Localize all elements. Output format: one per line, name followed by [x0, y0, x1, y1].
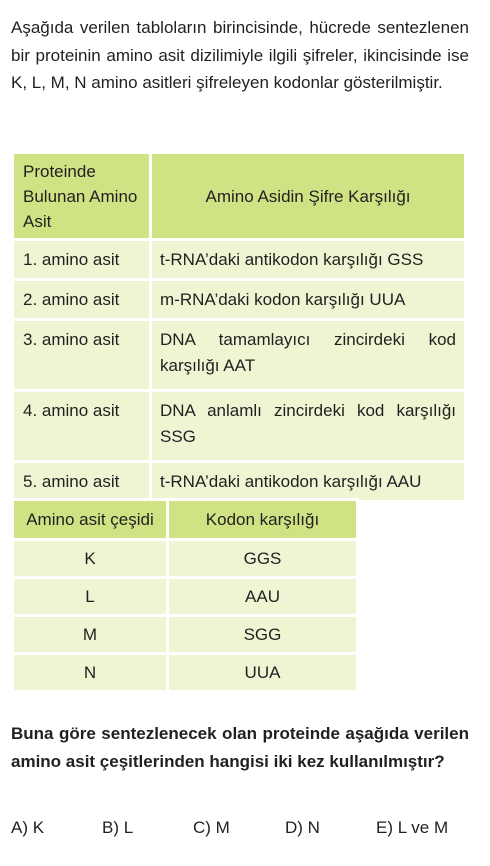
code-cell: t-RNA’daki antikodon karşılığı GSS — [151, 240, 466, 280]
amino-cell: M — [13, 616, 168, 654]
question-text: Buna göre sentezlenecek olan proteinde aşağıda verilen amino asit çeşitlerinden hangisi iki kez kullanılmıştır? — [11, 724, 469, 771]
table-row — [13, 320, 466, 391]
header-amino-acid: Proteinde Bulunan Amino Asit — [13, 153, 151, 240]
protein-code-table — [11, 151, 467, 503]
table-row — [13, 654, 358, 692]
amino-cell: L — [13, 578, 168, 616]
codon-cell: GGS — [168, 540, 358, 578]
amino-cell: 1. amino asit — [13, 240, 151, 280]
header-codon: Kodon karşılığı — [168, 500, 358, 540]
answer-options — [0, 816, 490, 840]
amino-cell: K — [13, 540, 168, 578]
amino-cell: N — [13, 654, 168, 692]
table-row — [13, 391, 466, 462]
table-row — [13, 280, 466, 320]
table-header-row — [13, 500, 358, 540]
codon-cell: UUA — [168, 654, 358, 692]
option-b[interactable]: B) L — [102, 818, 134, 837]
option-e[interactable]: E) L ve M — [376, 818, 449, 837]
header-amino-type: Amino asit çeşidi — [13, 500, 168, 540]
table-header-row — [13, 153, 466, 240]
amino-cell: 2. amino asit — [13, 280, 151, 320]
table-row — [13, 616, 358, 654]
codon-table — [11, 498, 359, 693]
header-code: Amino Asidin Şifre Karşılığı — [151, 153, 466, 240]
option-c[interactable]: C) M — [193, 818, 230, 837]
codon-cell: SGG — [168, 616, 358, 654]
amino-cell: 4. amino asit — [13, 391, 151, 462]
table-row — [13, 578, 358, 616]
code-cell: m-RNA’daki kodon karşılığı UUA — [151, 280, 466, 320]
code-cell: DNA anlamlı zincirdeki kod karşılığı SSG — [151, 391, 466, 462]
amino-cell: 3. amino asit — [13, 320, 151, 391]
code-cell: t-RNA’daki antikodon karşılığı AAU — [151, 462, 466, 502]
intro-paragraph: Aşağıda verilen tabloların birincisinde, hücrede sentezlenen bir proteinin amino asit dizilimiyle ilgili şifreler, ikincisinde ise K, L, M, N amino asitleri şifreleyen kodonlar gösterilmiştir. — [11, 18, 469, 92]
table-row — [13, 240, 466, 280]
amino-cell: 5. amino asit — [13, 462, 151, 502]
option-d[interactable]: D) N — [285, 818, 320, 837]
codon-cell: AAU — [168, 578, 358, 616]
table-row — [13, 540, 358, 578]
table-row — [13, 462, 466, 502]
option-a[interactable]: A) K — [11, 818, 45, 837]
code-cell: DNA tamamlayıcı zincirdeki kod karşılığı AAT — [151, 320, 466, 391]
